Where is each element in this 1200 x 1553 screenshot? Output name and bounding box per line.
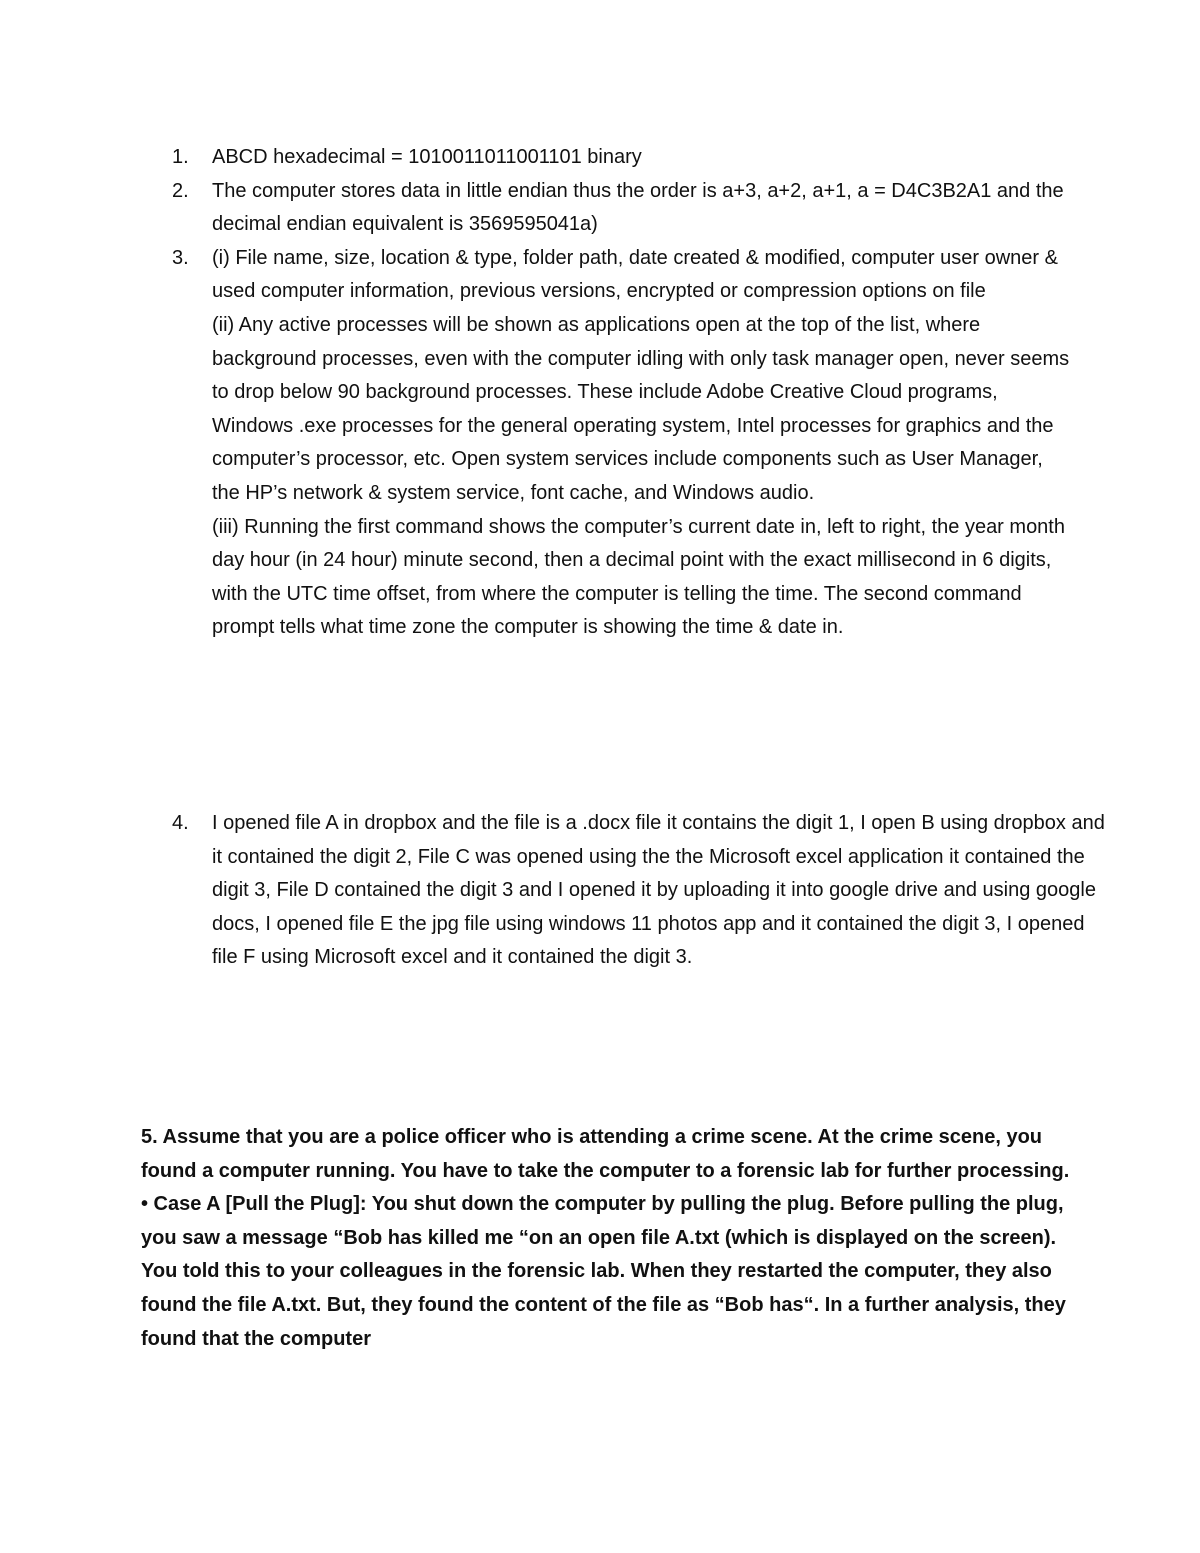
answer-3-part-ii: (ii) Any active processes will be shown as applications open at the top of the list, where background processes, even with the computer idling with only task manager open, never seems to drop below 90 background processes. These include Adobe Creative Cloud programs, Windows .exe processes for the general operating system, Intel processes for graphics and the computer’s processor, etc. Open system services include components such as User Manager, the HP’s network & system service, font cache, and Windows audio. xyxy=(212,313,1070,504)
answer-3-part-iii: (iii) Running the first command shows the computer’s current date in, left to right, the year month day hour (in 24 hour) minute second, then a decimal point with the exact millisecond in 6 digits, with the UTC time offset, from where the computer is telling the time. The second command prompt tells what time zone the computer is showing the time & date in. xyxy=(212,515,1065,639)
answer-3-part-i: (i) File name, size, location & type, folder path, date created & modified, computer user owner & used computer information, previous versions, encrypted or compression options on file xyxy=(212,246,1058,303)
question-5-intro: 5. Assume that you are a police officer who is attending a crime scene. At the crime scene, you found a computer running. You have to take the computer to a forensic lab for further processing. xyxy=(141,1126,1070,1182)
answer-number-1: 1. xyxy=(172,146,189,168)
answer-4-text: I opened file A in dropbox and the file is a .docx file it contains the digit 1, I open B using dropbox and it contained the digit 2, File C was opened using the the Microsoft excel application it contained the digit 3, File D contained the digit 3 and I opened it by uploading it into google drive and using google docs, I opened file E the jpg file using windows 11 photos app and it contained the digit 3, I opened file F using Microsoft excel and it contained the digit 3. xyxy=(212,812,1105,969)
answer-2-text: The computer stores data in little endian thus the order is a+3, a+2, a+1, a = D4C3B2A1 and the decimal endian equivalent is 3569595041a) xyxy=(212,179,1064,236)
answer-item-3 xyxy=(172,242,1072,645)
answer-number-4: 4. xyxy=(172,812,189,834)
answer-number-3: 3. xyxy=(172,246,189,269)
question-5 xyxy=(141,1121,1071,1356)
answer-number-2: 2. xyxy=(172,179,189,202)
answer-1-text: ABCD hexadecimal = 1010011011001101 binary xyxy=(212,146,642,168)
answer-list xyxy=(172,141,1072,645)
answer-item-4 xyxy=(172,807,1112,975)
answer-item-1 xyxy=(172,141,1072,175)
question-5-case-a: • Case A [Pull the Plug]: You shut down the computer by pulling the plug. Before pulling the plug, you saw a message “Bob has killed me “on an open file A.txt (which is displayed on the screen). You told this to your colleagues in the forensic lab. When they restarted the computer, they also found the file A.txt. But, they found the content of the file as “Bob has“. In a further analysis, they found that the computer xyxy=(141,1193,1066,1350)
answer-item-2 xyxy=(172,175,1072,242)
